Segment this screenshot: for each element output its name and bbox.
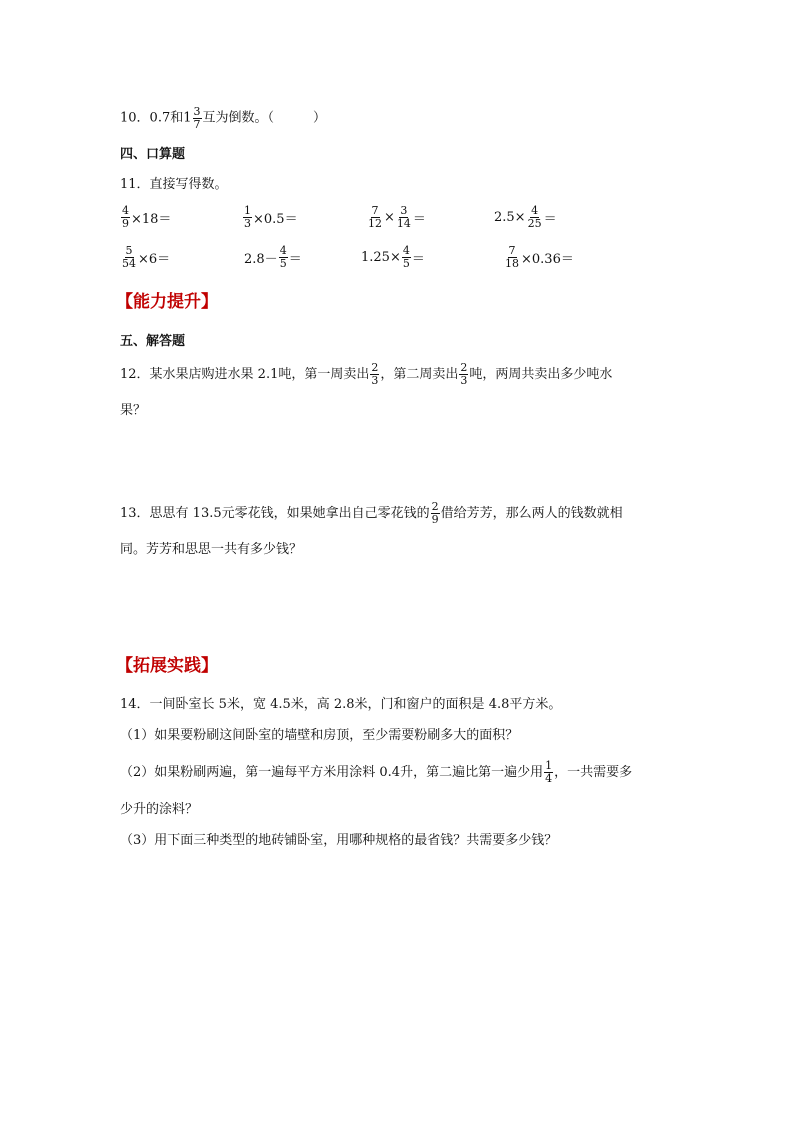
- section-4-heading: 四、口算题: [120, 147, 186, 162]
- question-14-intro: 14．一间卧室长 5米，宽 4.5米，高 2.8米，门和窗户的面积是 4.8平方米。: [120, 697, 562, 712]
- question-13-line2: 同。芳芳和思思一共有多少钱？: [120, 542, 303, 557]
- section-5-heading: 五、解答题: [120, 334, 186, 349]
- heading-expand: 【拓展实践】: [116, 656, 218, 676]
- question-14-part3: （3）用下面三种类型的地砖铺卧室，用哪种规格的最省钱？共需要多少钱？: [120, 833, 558, 848]
- calc-item-6: 2.8－ $\frac{4}{5}$ ＝: [244, 244, 302, 270]
- question-10: 10．0.7和1 $\frac{3}{7}$ 互为倒数。（ ）: [120, 105, 327, 131]
- question-13: 13．思思有 13.5元零花钱，如果她拿出自己零花钱的 $\frac{2}{9}$ 借给芳芳，那么两人的钱数就相: [120, 500, 623, 526]
- calc-item-8: $\frac{7}{18}$ ×0.36＝: [505, 244, 574, 270]
- question-11: 11．直接写得数。: [120, 177, 228, 192]
- calc-item-7: 1.25× $\frac{4}{5}$ ＝: [361, 244, 425, 270]
- calc-item-3: $\frac{7}{12}$ × $\frac{3}{14}$ ＝: [368, 204, 426, 230]
- question-12: 12．某水果店购进水果 2.1吨，第一周卖出 $\frac{2}{3}$ ，第二周卖出 $\frac{2}{3}$ 吨，两周共卖出多少吨水: [120, 361, 613, 387]
- question-12-line2: 果？: [120, 403, 147, 418]
- question-14-part2: （2）如果粉刷两遍，第一遍每平方米用涂料 0.4升，第二遍比第一遍少用 $\frac{1}{4}$ ，一共需要多: [120, 759, 633, 785]
- fraction: $\frac{3}{7}$: [193, 105, 201, 131]
- calc-item-4: 2.5× $\frac{4}{25}$ ＝: [494, 204, 557, 230]
- calc-item-5: $\frac{5}{54}$ ×6＝: [122, 244, 171, 270]
- calc-item-1: $\frac{4}{9}$ ×18＝: [122, 204, 172, 230]
- question-14-part2-line2: 少升的涂料？: [120, 802, 199, 817]
- question-14-part1: （1）如果要粉刷这间卧室的墙壁和房顶，至少需要粉刷多大的面积？: [120, 728, 519, 743]
- calc-item-2: $\frac{1}{3}$ ×0.5＝: [244, 204, 298, 230]
- heading-ability: 【能力提升】: [116, 292, 218, 312]
